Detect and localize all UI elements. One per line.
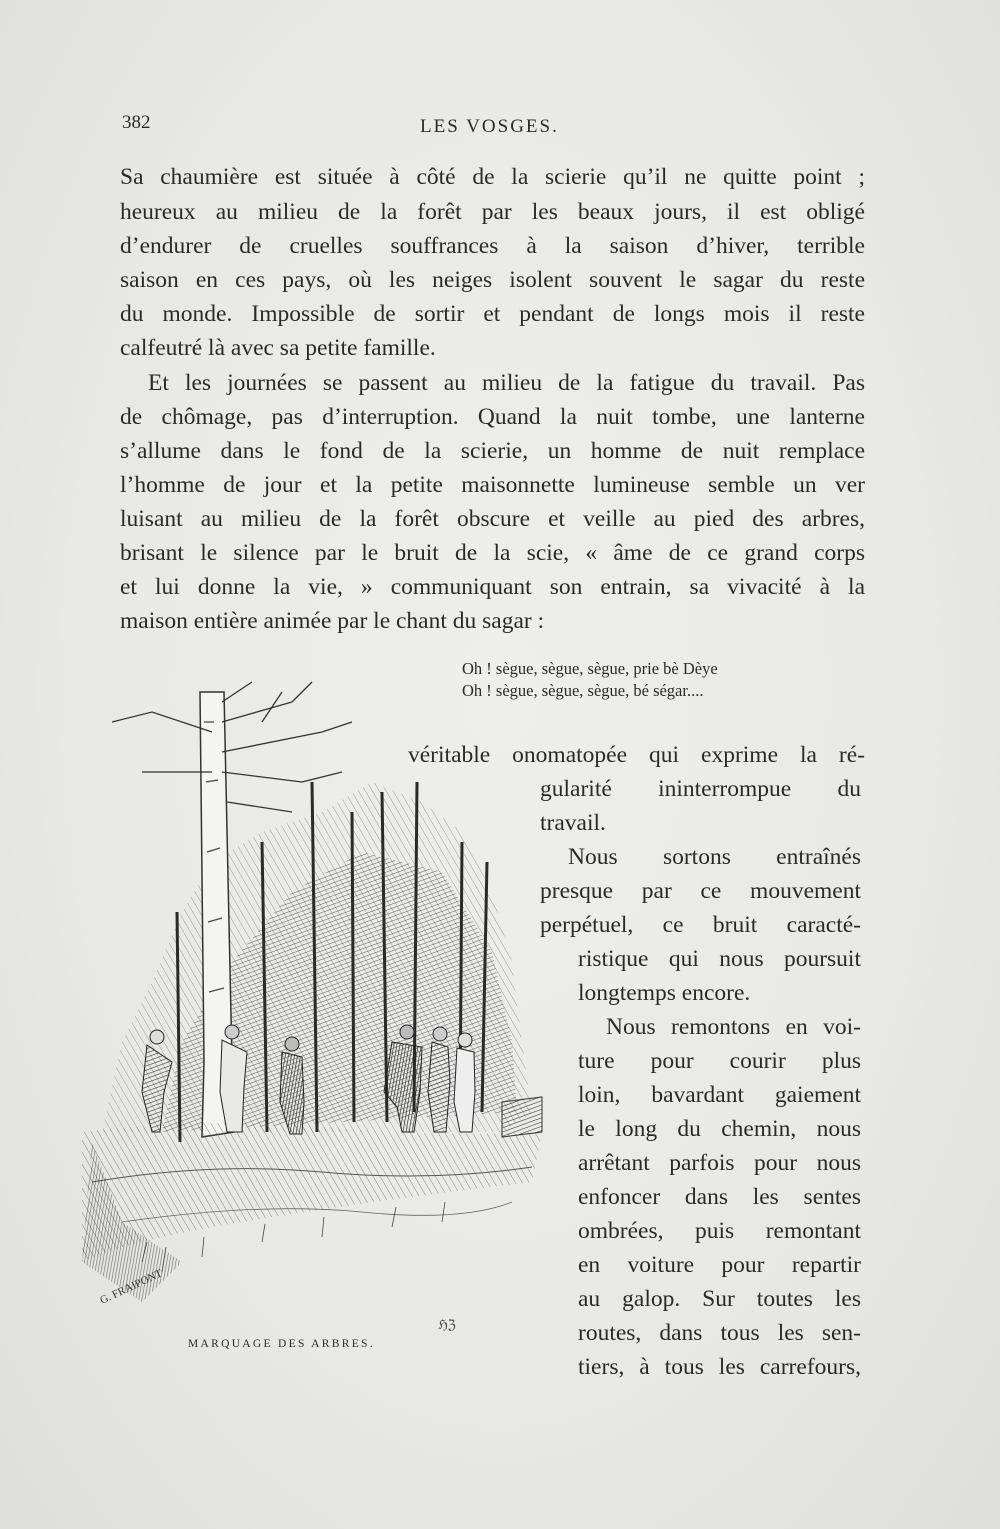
text-line: ombrées, puis remontant — [578, 1218, 861, 1244]
verse-line: Oh ! sègue, sègue, sègue, prie bè Dèye — [462, 659, 718, 678]
text-line: Et les journées se passent au milieu de la fatigue du travail. Pas — [148, 370, 865, 396]
figure-caption: MARQUAGE DES ARBRES. — [188, 1338, 375, 1350]
artist-signature: G. FRAIPONT — [98, 1267, 165, 1307]
verse-line: Oh ! sègue, sègue, sègue, bé ségar.... — [462, 681, 704, 700]
text-line: en voiture pour repartir — [578, 1252, 861, 1278]
text-line: maison entière animée par le chant du sagar : — [120, 608, 545, 634]
text-line: luisant au milieu de la forêt obscure et veille au pied des arbres, — [120, 506, 865, 532]
text-line: brisant le silence par le bruit de la scie, « âme de ce grand corps — [120, 540, 865, 566]
text-line: arrêtant parfois pour nous — [578, 1150, 861, 1176]
text-line: Nous sortons entraînés — [568, 844, 861, 870]
text-line: d’endurer de cruelles souffrances à la saison d’hiver, terrible — [120, 233, 865, 259]
text-line: l’homme de jour et la petite maisonnette lumineuse semble un ver — [120, 472, 865, 498]
text-line: longtemps encore. — [578, 980, 751, 1006]
text-line: du monde. Impossible de sortir et pendant de longs mois il reste — [120, 301, 865, 327]
text-line: saison en ces pays, où les neiges isolent souvent le sagar du reste — [120, 267, 865, 293]
text-line: au galop. Sur toutes les — [578, 1286, 861, 1312]
text-line: enfoncer dans les sentes — [578, 1184, 861, 1210]
text-line: et lui donne la vie, » communiquant son entrain, sa vivacité à la — [120, 574, 865, 600]
text-line: ture pour courir plus — [578, 1048, 861, 1074]
text-line: presque par ce mouvement — [540, 878, 861, 904]
text-line: gularité ininterrompue du — [540, 776, 861, 802]
running-title: LES VOSGES. — [420, 116, 559, 137]
text-line: le long du chemin, nous — [578, 1116, 861, 1142]
text-line: routes, dans tous les sen- — [578, 1320, 861, 1346]
text-line: ristique qui nous poursuit — [578, 946, 861, 972]
text-line: loin, bavardant gaiement — [578, 1082, 861, 1108]
text-line: véritable onomatopée qui exprime la ré- — [408, 742, 865, 768]
text-line: Nous remontons en voi- — [606, 1014, 861, 1040]
forest-engraving — [62, 662, 562, 1342]
text-line: heureux au milieu de la forêt par les beaux jours, il est obligé — [120, 199, 865, 225]
text-line: travail. — [540, 810, 606, 836]
branches — [112, 682, 352, 812]
text-line: calfeutré là avec sa petite famille. — [120, 335, 436, 361]
text-line: s’allume dans le fond de la scierie, un homme de nuit remplace — [120, 438, 865, 464]
engraver-mark: ℌℨ — [438, 1318, 456, 1333]
forest-ground — [82, 1123, 542, 1262]
text-line: Sa chaumière est située à côté de la scierie qu’il ne quitte point ; — [120, 164, 865, 190]
text-line: perpétuel, ce bruit caracté- — [540, 912, 861, 938]
text-line: tiers, à tous les carrefours, — [578, 1354, 861, 1380]
text-line: de chômage, pas d’interruption. Quand la nuit tombe, une lanterne — [120, 404, 865, 430]
page-number: 382 — [122, 112, 151, 133]
